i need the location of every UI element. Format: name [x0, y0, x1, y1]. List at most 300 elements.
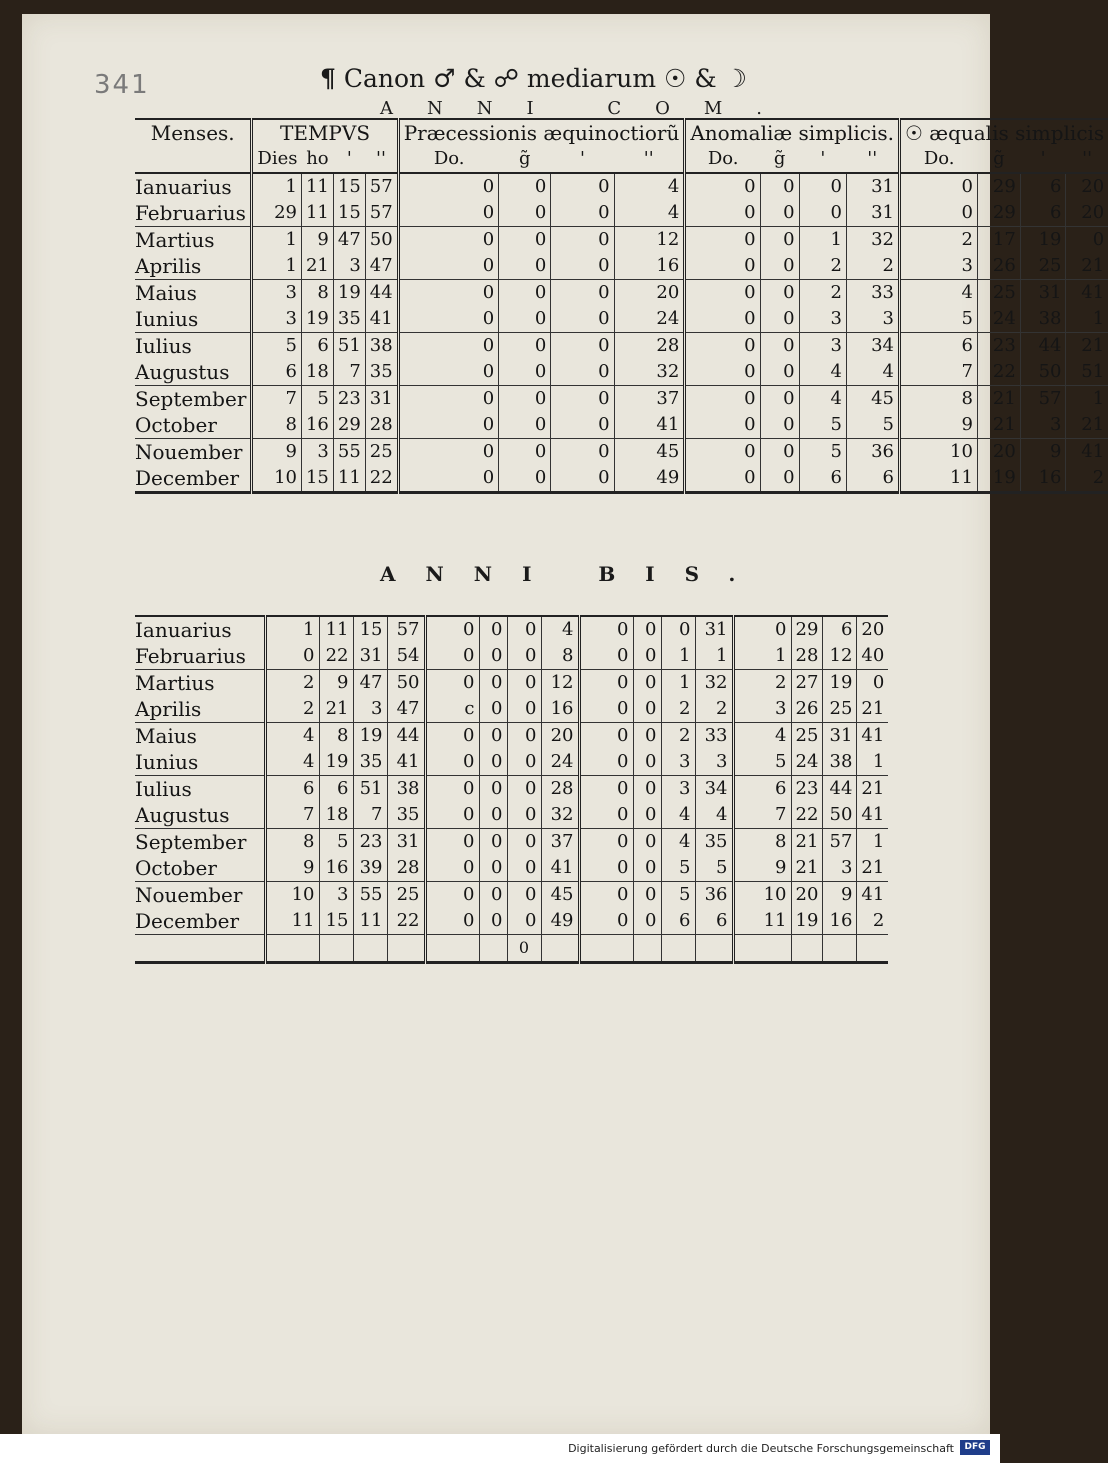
value-cell: 6: [823, 616, 857, 643]
value-cell: 50: [823, 802, 857, 829]
value-cell: 1: [733, 643, 791, 670]
value-cell: 0: [507, 723, 541, 750]
value-cell: 10: [733, 882, 791, 909]
table-row: [135, 908, 888, 935]
value-cell: 41: [1066, 439, 1108, 466]
value-cell: 23: [353, 829, 387, 856]
value-cell: 0: [479, 643, 507, 670]
value-cell: 5: [733, 749, 791, 776]
value-cell: 0: [507, 776, 541, 803]
value-cell: 0: [425, 670, 479, 697]
value-cell: 0: [633, 616, 661, 643]
value-cell: 4: [733, 723, 791, 750]
value-cell: 4: [265, 749, 319, 776]
value-cell: 4: [799, 386, 846, 413]
pilcrow-mark: ¶: [320, 64, 336, 93]
value-cell: 0: [499, 412, 551, 439]
value-cell: 6: [265, 776, 319, 803]
value-cell: 19: [823, 670, 857, 697]
value-cell: 0: [579, 696, 633, 723]
value-cell: 3: [301, 439, 333, 466]
value-cell: 6: [1020, 200, 1066, 227]
value-cell: 5: [799, 439, 846, 466]
value-cell: 1: [252, 253, 302, 280]
blank-ruled-row: [135, 935, 888, 963]
value-cell: 24: [614, 306, 685, 333]
value-cell: 6: [695, 908, 733, 935]
header-solis: ☉ æqualis simplicis: [899, 119, 1108, 146]
value-cell: 22: [977, 359, 1020, 386]
blank-cell: [479, 935, 507, 963]
value-cell: 2: [857, 908, 888, 935]
value-cell: 35: [387, 802, 425, 829]
value-cell: 0: [398, 173, 499, 200]
value-cell: 0: [499, 173, 551, 200]
value-cell: 16: [1020, 465, 1066, 493]
value-cell: 6: [661, 908, 695, 935]
month-name: Ianuarius: [135, 618, 232, 642]
value-cell: 11: [319, 616, 353, 643]
value-cell: 0: [425, 855, 479, 882]
value-cell: 0: [479, 776, 507, 803]
folio-number: 341: [94, 70, 150, 100]
value-cell: 29: [977, 200, 1020, 227]
value-cell: 0: [579, 855, 633, 882]
value-cell: 38: [387, 776, 425, 803]
value-cell: 40: [857, 643, 888, 670]
table-row: [135, 749, 888, 776]
value-cell: 0: [499, 200, 551, 227]
value-cell: 11: [301, 200, 333, 227]
value-cell: 5: [661, 855, 695, 882]
blank-cell: [733, 935, 791, 963]
value-cell: 25: [365, 439, 398, 466]
value-cell: 57: [823, 829, 857, 856]
value-cell: 49: [614, 465, 685, 493]
month-name: Martius: [135, 671, 215, 695]
value-cell: 25: [387, 882, 425, 909]
value-cell: 1: [265, 616, 319, 643]
value-cell: 31: [847, 200, 900, 227]
value-cell: 50: [365, 227, 398, 254]
value-cell: 0: [425, 723, 479, 750]
value-cell: 0: [551, 200, 614, 227]
value-cell: 45: [847, 386, 900, 413]
value-cell: 57: [1020, 386, 1066, 413]
value-cell: 20: [1066, 173, 1108, 200]
value-cell: 36: [695, 882, 733, 909]
value-cell: 57: [365, 200, 398, 227]
value-cell: 0: [425, 829, 479, 856]
value-cell: 0: [799, 173, 846, 200]
table-units-header: [135, 146, 1108, 173]
value-cell: 32: [541, 802, 579, 829]
value-cell: c: [425, 696, 479, 723]
value-cell: 9: [733, 855, 791, 882]
value-cell: 39: [353, 855, 387, 882]
unit-cell: Do.: [398, 146, 499, 173]
value-cell: 0: [425, 616, 479, 643]
value-cell: 3: [319, 882, 353, 909]
header-praecessionis: Præcessionis æquinoctiorũ: [398, 119, 685, 146]
value-cell: 1: [661, 643, 695, 670]
value-cell: 18: [319, 802, 353, 829]
value-cell: 35: [695, 829, 733, 856]
value-cell: 4: [265, 723, 319, 750]
value-cell: 21: [1066, 412, 1108, 439]
value-cell: 7: [899, 359, 977, 386]
value-cell: 7: [265, 802, 319, 829]
header-menses: Menses.: [150, 121, 235, 145]
value-cell: 0: [733, 616, 791, 643]
bissextile-year-rows: [135, 616, 888, 935]
blank-cell: [135, 935, 265, 963]
value-cell: 47: [353, 670, 387, 697]
value-cell: 0: [685, 200, 760, 227]
value-cell: 0: [760, 200, 799, 227]
value-cell: 16: [823, 908, 857, 935]
value-cell: 3: [899, 253, 977, 280]
value-cell: 0: [760, 412, 799, 439]
unit-cell: Dies: [252, 146, 302, 173]
value-cell: 41: [857, 802, 888, 829]
value-cell: 0: [579, 776, 633, 803]
value-cell: 51: [1066, 359, 1108, 386]
value-cell: 0: [398, 439, 499, 466]
value-cell: 57: [365, 173, 398, 200]
value-cell: 41: [541, 855, 579, 882]
value-cell: 44: [387, 723, 425, 750]
value-cell: 1: [1066, 306, 1108, 333]
table-row: [135, 696, 888, 723]
value-cell: 0: [760, 306, 799, 333]
value-cell: 6: [301, 333, 333, 360]
unit-cell: '': [847, 146, 900, 173]
funding-credit: Digitalisierung gefördert durch die Deutsche Forschungsgemeinschaft: [568, 1442, 954, 1455]
value-cell: 45: [614, 439, 685, 466]
value-cell: 9: [899, 412, 977, 439]
value-cell: 4: [614, 200, 685, 227]
unit-cell: ho: [301, 146, 333, 173]
value-cell: 1: [252, 173, 302, 200]
value-cell: 29: [977, 173, 1020, 200]
value-cell: 2: [265, 696, 319, 723]
table-row: [135, 616, 888, 643]
value-cell: 19: [1020, 227, 1066, 254]
value-cell: 41: [365, 306, 398, 333]
value-cell: 0: [685, 333, 760, 360]
value-cell: 2: [661, 696, 695, 723]
value-cell: 33: [847, 280, 900, 307]
value-cell: 0: [499, 306, 551, 333]
blank-cell: [633, 935, 661, 963]
value-cell: 0: [551, 227, 614, 254]
value-cell: 0: [507, 829, 541, 856]
value-cell: 0: [479, 855, 507, 882]
table-group-header: [135, 119, 1108, 146]
value-cell: 5: [799, 412, 846, 439]
value-cell: 0: [760, 173, 799, 200]
value-cell: 50: [1020, 359, 1066, 386]
value-cell: 0: [507, 616, 541, 643]
value-cell: 41: [857, 882, 888, 909]
value-cell: 3: [252, 280, 302, 307]
value-cell: 32: [614, 359, 685, 386]
month-name: Augustus: [135, 359, 252, 386]
month-name: Februarius: [135, 643, 265, 670]
value-cell: 8: [899, 386, 977, 413]
value-cell: 15: [353, 616, 387, 643]
blank-cell: [823, 935, 857, 963]
value-cell: 0: [479, 908, 507, 935]
table-row: [135, 200, 1108, 227]
value-cell: 33: [695, 723, 733, 750]
table-row: [135, 173, 1108, 200]
value-cell: 0: [499, 465, 551, 493]
value-cell: 25: [977, 280, 1020, 307]
table-row: [135, 412, 1108, 439]
table-row: [135, 643, 888, 670]
value-cell: 0: [265, 643, 319, 670]
value-cell: 50: [387, 670, 425, 697]
value-cell: 31: [1020, 280, 1066, 307]
value-cell: 0: [799, 200, 846, 227]
value-cell: 44: [823, 776, 857, 803]
table-row: [135, 333, 1108, 360]
table-row: [135, 465, 1108, 493]
value-cell: 20: [977, 439, 1020, 466]
value-cell: 23: [333, 386, 365, 413]
value-cell: 3: [661, 749, 695, 776]
value-cell: 45: [541, 882, 579, 909]
table-row: [135, 670, 888, 697]
month-name: September: [135, 387, 247, 411]
value-cell: 35: [333, 306, 365, 333]
value-cell: 28: [614, 333, 685, 360]
value-cell: 5: [319, 829, 353, 856]
value-cell: 29: [791, 616, 823, 643]
value-cell: 1: [1066, 386, 1108, 413]
value-cell: 3: [252, 306, 302, 333]
value-cell: 31: [387, 829, 425, 856]
header-anomaliae: Anomaliæ simplicis.: [685, 119, 900, 146]
value-cell: 0: [685, 253, 760, 280]
month-name: Maius: [135, 724, 197, 748]
value-cell: 23: [791, 776, 823, 803]
value-cell: 0: [685, 386, 760, 413]
month-name: Iunius: [135, 749, 265, 776]
value-cell: 0: [685, 359, 760, 386]
value-cell: 0: [551, 465, 614, 493]
value-cell: 35: [365, 359, 398, 386]
value-cell: 49: [541, 908, 579, 935]
value-cell: 0: [760, 280, 799, 307]
value-cell: 0: [760, 333, 799, 360]
value-cell: 16: [541, 696, 579, 723]
value-cell: 0: [499, 439, 551, 466]
table-row: [135, 829, 888, 856]
value-cell: 22: [387, 908, 425, 935]
value-cell: 2: [1066, 465, 1108, 493]
value-cell: 11: [899, 465, 977, 493]
month-name: October: [135, 855, 265, 882]
value-cell: 0: [579, 908, 633, 935]
value-cell: 0: [551, 306, 614, 333]
value-cell: 0: [579, 829, 633, 856]
value-cell: 0: [499, 333, 551, 360]
value-cell: 3: [799, 333, 846, 360]
value-cell: 0: [633, 855, 661, 882]
value-cell: 41: [1066, 280, 1108, 307]
value-cell: 0: [479, 696, 507, 723]
blank-cell: [353, 935, 387, 963]
value-cell: 0: [507, 802, 541, 829]
value-cell: 23: [977, 333, 1020, 360]
value-cell: 0: [760, 465, 799, 493]
value-cell: 0: [479, 882, 507, 909]
value-cell: 0: [633, 802, 661, 829]
value-cell: 11: [733, 908, 791, 935]
value-cell: 0: [633, 829, 661, 856]
value-cell: 55: [333, 439, 365, 466]
month-name: December: [135, 908, 265, 935]
value-cell: 0: [425, 802, 479, 829]
value-cell: 55: [353, 882, 387, 909]
value-cell: 12: [541, 670, 579, 697]
value-cell: 0: [479, 670, 507, 697]
value-cell: 0: [551, 386, 614, 413]
value-cell: 1: [799, 227, 846, 254]
month-name: Iulius: [135, 334, 192, 358]
value-cell: 0: [507, 643, 541, 670]
value-cell: 0: [499, 359, 551, 386]
month-name: Iunius: [135, 306, 252, 333]
value-cell: 31: [695, 616, 733, 643]
running-title: [320, 64, 800, 93]
value-cell: 25: [1020, 253, 1066, 280]
value-cell: 38: [365, 333, 398, 360]
value-cell: 3: [1020, 412, 1066, 439]
value-cell: 8: [319, 723, 353, 750]
value-cell: 29: [252, 200, 302, 227]
value-cell: 3: [661, 776, 695, 803]
value-cell: 0: [1066, 227, 1108, 254]
value-cell: 0: [760, 359, 799, 386]
value-cell: 21: [857, 855, 888, 882]
table-row: [135, 227, 1108, 254]
value-cell: 6: [319, 776, 353, 803]
value-cell: 0: [479, 829, 507, 856]
value-cell: 0: [685, 412, 760, 439]
table-row: [135, 280, 1108, 307]
value-cell: 0: [479, 616, 507, 643]
value-cell: 10: [899, 439, 977, 466]
value-cell: 22: [319, 643, 353, 670]
value-cell: 11: [301, 173, 333, 200]
unit-cell: g̃: [499, 146, 551, 173]
value-cell: 0: [499, 386, 551, 413]
value-cell: 8: [252, 412, 302, 439]
value-cell: 2: [661, 723, 695, 750]
value-cell: 6: [847, 465, 900, 493]
value-cell: 0: [507, 696, 541, 723]
value-cell: 11: [353, 908, 387, 935]
section-label-bissextile-year: ANNI BIS.: [380, 562, 766, 586]
value-cell: 34: [695, 776, 733, 803]
value-cell: 4: [847, 359, 900, 386]
value-cell: 0: [507, 749, 541, 776]
month-name: Ianuarius: [135, 175, 232, 199]
value-cell: 0: [398, 227, 499, 254]
value-cell: 8: [265, 829, 319, 856]
value-cell: 37: [541, 829, 579, 856]
value-cell: 0: [499, 227, 551, 254]
value-cell: 28: [791, 643, 823, 670]
value-cell: 5: [695, 855, 733, 882]
value-cell: 0: [398, 333, 499, 360]
value-cell: 19: [791, 908, 823, 935]
value-cell: 19: [319, 749, 353, 776]
value-cell: 5: [847, 412, 900, 439]
value-cell: 9: [319, 670, 353, 697]
blank-cell: [387, 935, 425, 963]
value-cell: 0: [425, 882, 479, 909]
value-cell: 3: [823, 855, 857, 882]
blank-cell: [425, 935, 479, 963]
value-cell: 21: [857, 776, 888, 803]
value-cell: 32: [847, 227, 900, 254]
unit-cell: g̃: [760, 146, 799, 173]
value-cell: 51: [353, 776, 387, 803]
value-cell: 21: [977, 386, 1020, 413]
value-cell: 20: [541, 723, 579, 750]
month-name: Nouember: [135, 883, 243, 907]
value-cell: 9: [301, 227, 333, 254]
value-cell: 31: [847, 173, 900, 200]
value-cell: 3: [847, 306, 900, 333]
dfg-logo: DFG: [960, 1440, 990, 1455]
value-cell: 0: [479, 723, 507, 750]
value-cell: 0: [479, 802, 507, 829]
value-cell: 5: [301, 386, 333, 413]
value-cell: 0: [398, 386, 499, 413]
value-cell: 20: [791, 882, 823, 909]
value-cell: 3: [733, 696, 791, 723]
value-cell: 0: [579, 749, 633, 776]
value-cell: 2: [695, 696, 733, 723]
units-blank: [135, 146, 252, 173]
value-cell: 51: [333, 333, 365, 360]
value-cell: 0: [633, 749, 661, 776]
unit-cell: ': [799, 146, 846, 173]
blank-cell: [661, 935, 695, 963]
table-row: [135, 359, 1108, 386]
blank-cell: [857, 935, 888, 963]
value-cell: 3: [333, 253, 365, 280]
value-cell: 0: [507, 670, 541, 697]
value-cell: 9: [823, 882, 857, 909]
value-cell: 20: [857, 616, 888, 643]
common-year-rows: [135, 173, 1108, 493]
value-cell: 0: [551, 333, 614, 360]
table-common-year: [135, 118, 1108, 494]
value-cell: 0: [398, 412, 499, 439]
value-cell: 0: [579, 670, 633, 697]
value-cell: 26: [791, 696, 823, 723]
unit-cell: g̃: [977, 146, 1020, 173]
value-cell: 31: [823, 723, 857, 750]
value-cell: 0: [760, 253, 799, 280]
